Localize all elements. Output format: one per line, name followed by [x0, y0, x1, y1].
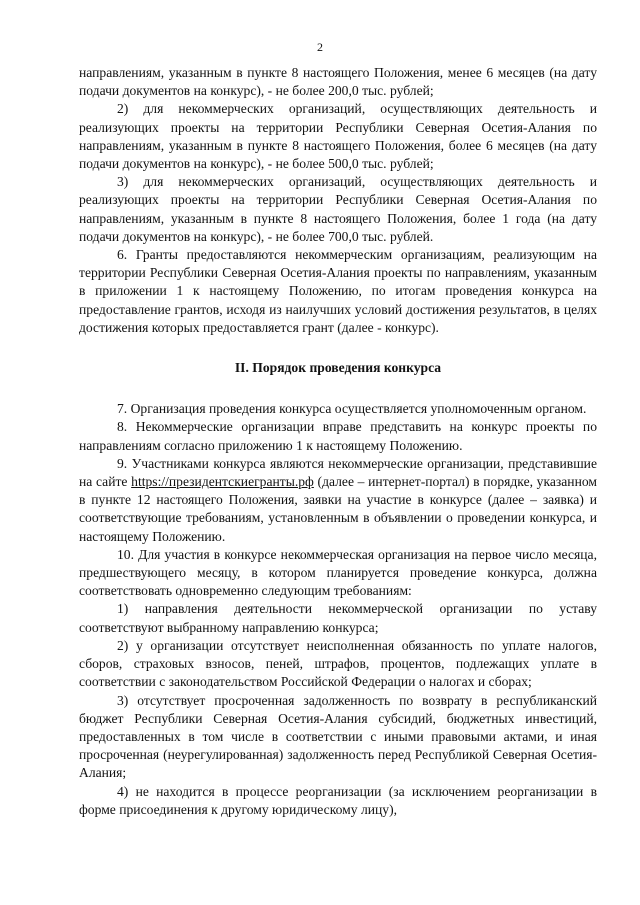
requirement-2: 2) у организации отсутствует неисполненная обязанность по уплате налогов, сборов, страховых взносов, пеней, штрафов, процентов, подлежащих уплате в соответствии с законодательством Российской Федерации о налогах и сборах;: [79, 637, 597, 690]
page-number: 2: [317, 40, 323, 54]
paragraph-10: 10. Для участия в конкурсе некоммерческая организация на первое число месяца, предшествующего месяцу, в котором планируется проведение конкурса, должна соответствовать одновременно следующим требованиям:: [79, 546, 597, 599]
paragraph-9-lead: 9. Участниками конкурса являются некоммерческие организации, представившие на сайте: [79, 455, 597, 490]
paragraph-7: 7. Организация проведения конкурса осуществляется уполномоченным органом.: [117, 401, 587, 417]
document-body: [79, 64, 597, 819]
paragraph-9: [79, 455, 597, 546]
paragraph-9-tail: (далее – интернет-портал) в порядке, указанном в пункте 12 настоящего Положения, заявки на участие в конкурсе (далее – заявка) и соответствующие требованиям, установленным в объявлении о проведении конкурса, и настоящему Положению.: [79, 474, 597, 544]
section-heading: II. Порядок проведения конкурса: [234, 360, 442, 376]
requirement-1: 1) направления деятельности некоммерческой организации по уставу соответствуют выбранному направлению конкурса;: [79, 601, 597, 635]
paragraph-item-2: 2) для некоммерческих организаций, осуществляющих деятельность и реализующих проекты на территории Республики Северная Осетия-Алания по направлениям, указанным в пункте 8 настоящего Положения, более 6 месяцев (на дату подачи документов на конкурс), - не более 500,0 тыс. рублей;: [79, 101, 597, 172]
requirement-3: 3) отсутствует просроченная задолженность по возврату в республиканский бюджет Республики Северная Осетия-Алания субсидий, бюджетных инвестиций, предоставленных в том числе в соответствии с иными правовыми актами, и иная просроченная (неурегулированная) задолженность перед Республикой Северная Осетия-Алания;: [79, 692, 597, 781]
paragraph-continuation: направлениям, указанным в пункте 8 настоящего Положения, менее 6 месяцев (на дату подачи документов на конкурс), - не более 200,0 тыс. рублей;: [79, 65, 597, 99]
paragraph-item-3: 3) для некоммерческих организаций, осуществляющих деятельность и реализующих проекты на территории Республики Северная Осетия-Алания по направлениям, указанным в пункте 8 настоящего Положения, более 1 года (на дату подачи документов на конкурс), - не более 700,0 тыс. рублей.: [79, 174, 597, 244]
requirement-4: 4) не находится в процессе реорганизации (за исключением реорганизации в форме присоединения к другому юридическому лицу),: [79, 783, 597, 817]
grants-portal-link[interactable]: https://президентскиегранты.рф: [131, 474, 314, 490]
paragraph-6: 6. Гранты предоставляются некоммерческим организациям, реализующим на территории Республики Северная Осетия-Алания проекты по направлениям, указанным в приложении 1 к настоящему Положению, по итогам проведения конкурса на предоставление грантов, исходя из наилучших условий достижения результатов, в целях достижения которых предоставляется грант (далее - конкурс).: [79, 247, 597, 335]
paragraph-8: 8. Некоммерческие организации вправе представить на конкурс проекты по направлениям согласно приложению 1 к настоящему Положению.: [79, 419, 597, 453]
